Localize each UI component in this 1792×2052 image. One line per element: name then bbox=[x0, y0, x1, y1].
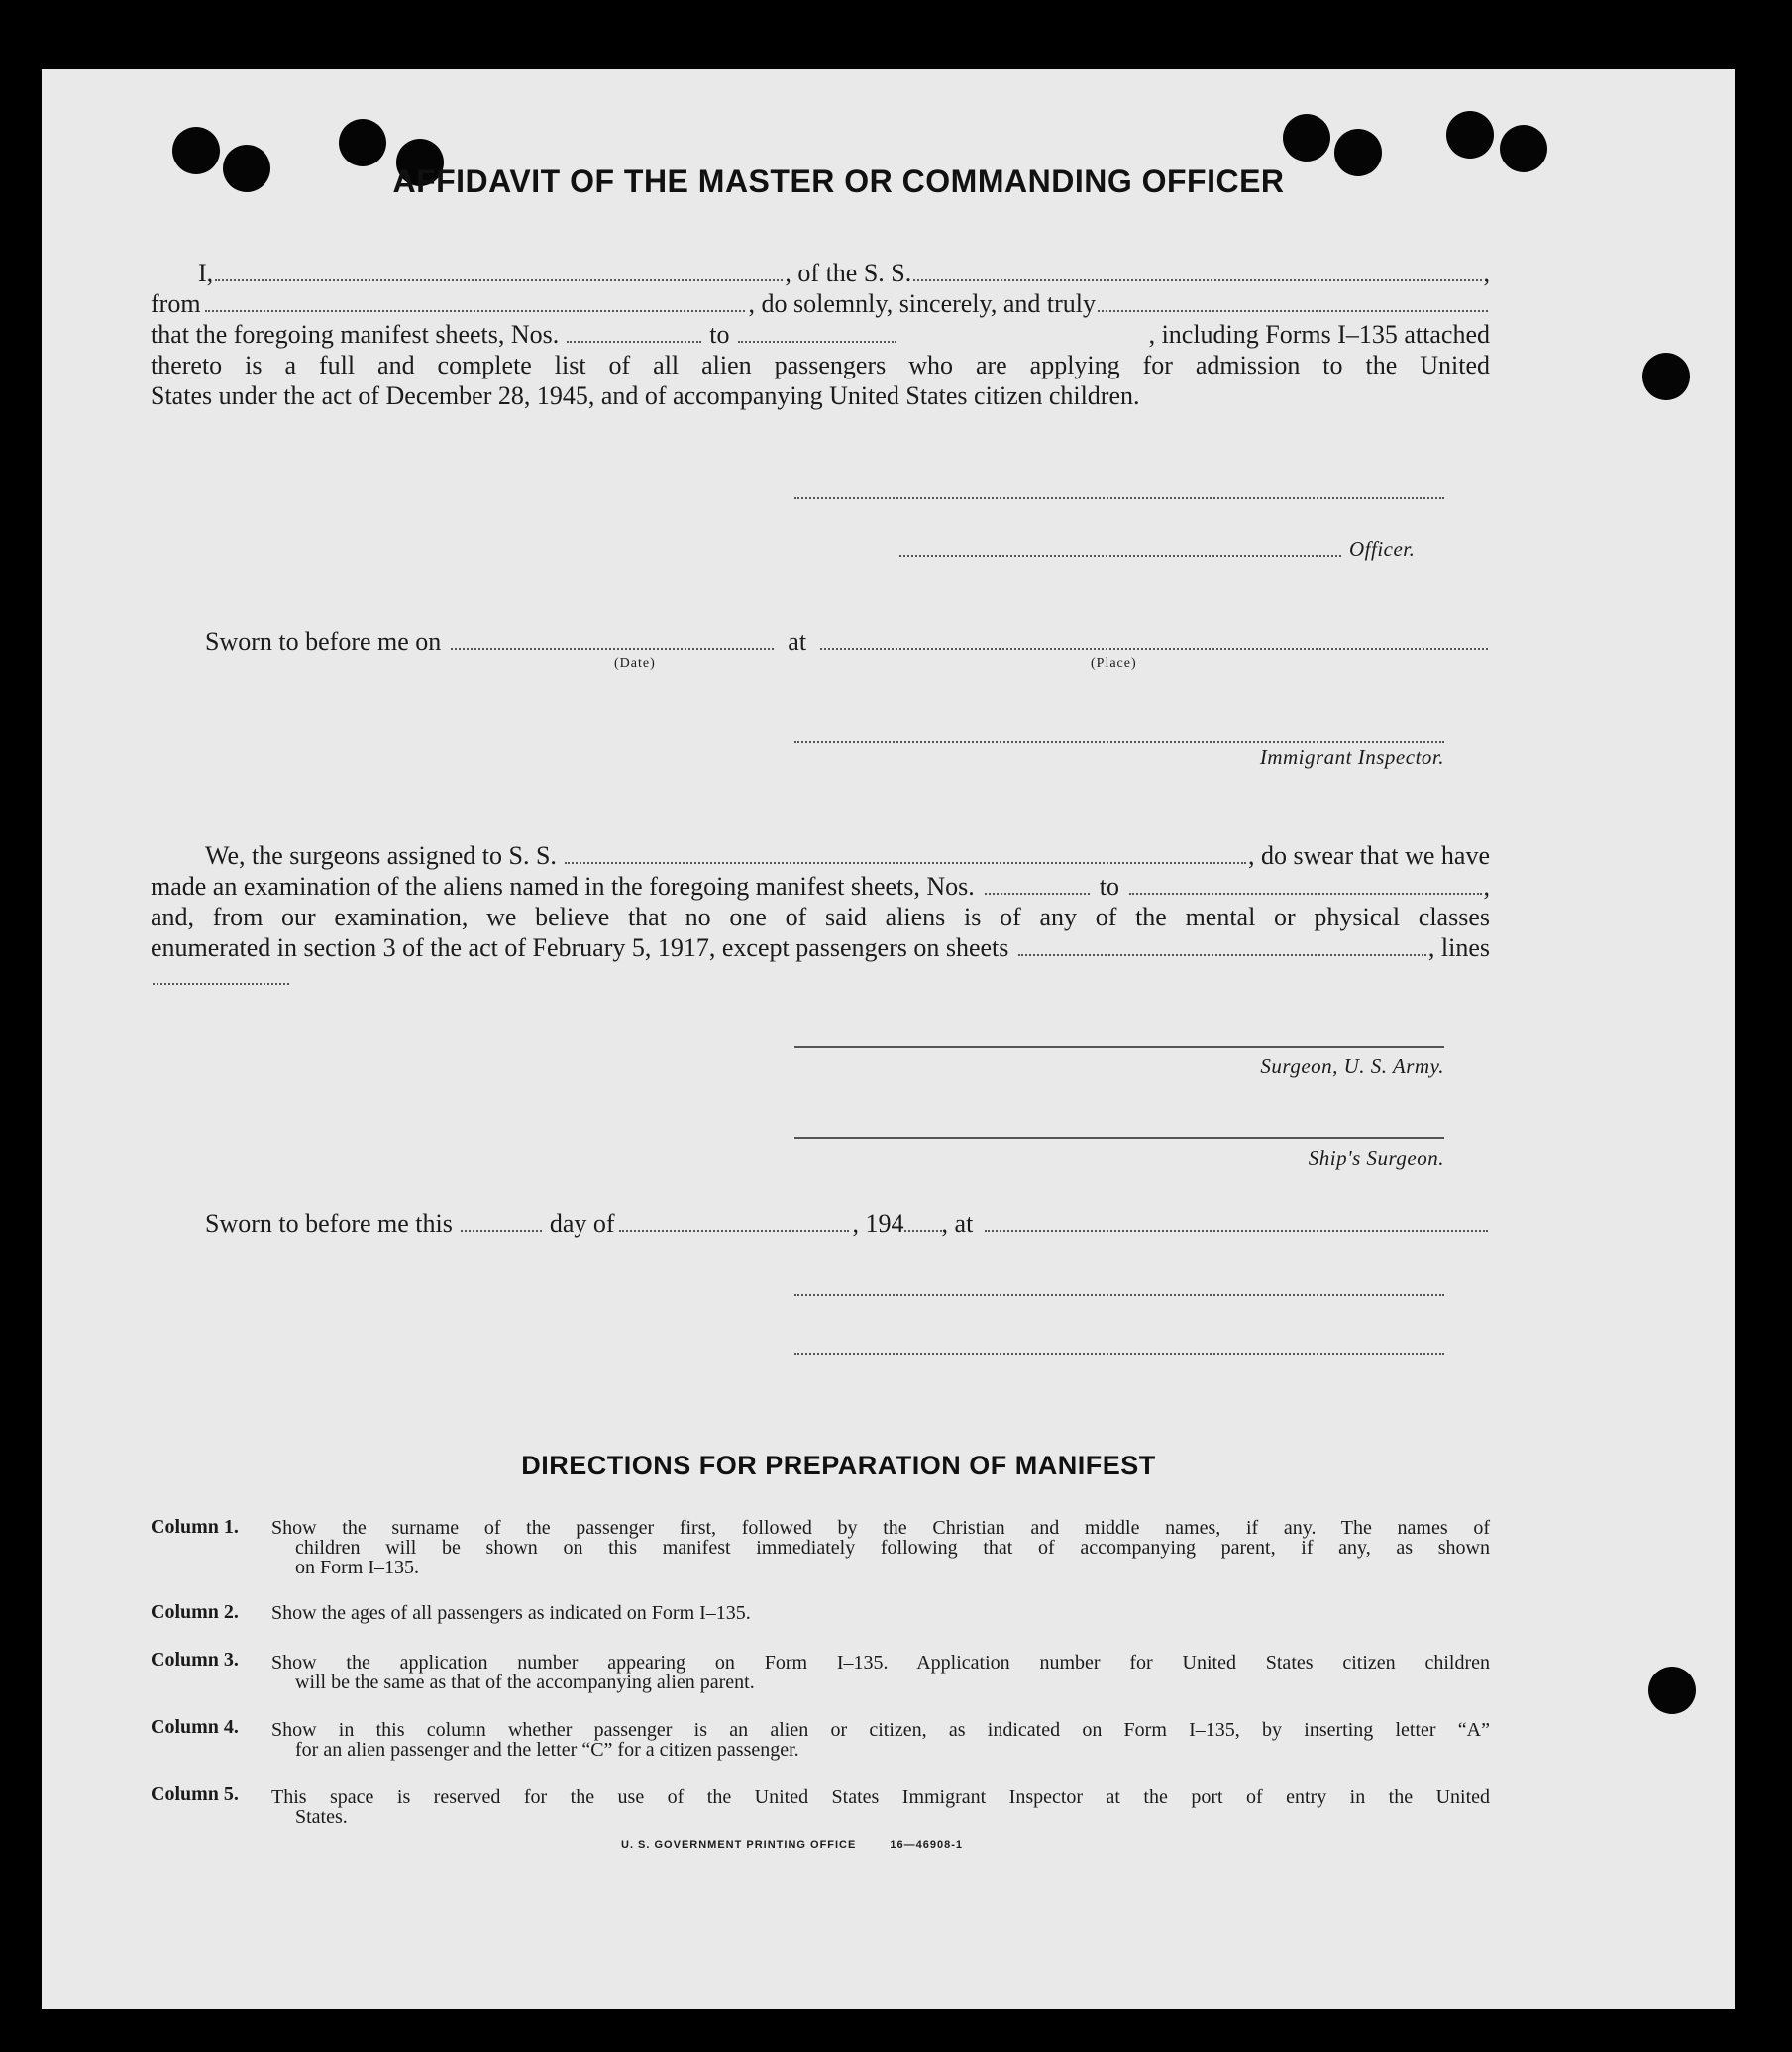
column-2-text bbox=[271, 1603, 1490, 1623]
to-text: to bbox=[709, 320, 730, 349]
sworn2-place-blank[interactable] bbox=[985, 1210, 1488, 1232]
column-4-text bbox=[271, 1720, 1490, 1760]
year-prefix-text: , 194 bbox=[852, 1209, 904, 1238]
master-signature-line[interactable] bbox=[794, 497, 1444, 499]
affidavit-line-2 bbox=[151, 288, 1490, 319]
lines-text: , lines bbox=[1427, 933, 1490, 962]
surgeons-line-1 bbox=[151, 840, 1490, 871]
column-5-label: Column 5. bbox=[151, 1783, 239, 1805]
sworn2-signature-line-1[interactable] bbox=[794, 1294, 1444, 1296]
except-lines-blank[interactable] bbox=[153, 983, 289, 985]
column-4-label: Column 4. bbox=[151, 1716, 239, 1738]
ship-surgeon-signature-line[interactable] bbox=[794, 1137, 1444, 1139]
column-4-line-2: for an alien passenger and the letter “C” for a citizen passenger. bbox=[295, 1739, 799, 1761]
affidavit-line-4: thereto is a full and complete list of all alien passengers who are applying for admission to the United bbox=[151, 351, 1490, 379]
column-2-line-1: Show the ages of all passengers as indicated on Form I–135. bbox=[271, 1602, 751, 1624]
ship-surgeon-label: Ship's Surgeon. bbox=[1308, 1146, 1444, 1170]
foregoing-text: that the foregoing manifest sheets, Nos. bbox=[151, 320, 560, 349]
except-sheets-blank[interactable] bbox=[1018, 934, 1425, 956]
sheet-to-blank[interactable] bbox=[738, 321, 896, 343]
punch-hole bbox=[1642, 353, 1690, 400]
printer-name: U. S. GOVERNMENT PRINTING OFFICE bbox=[621, 1839, 857, 1851]
sworn-date-blank[interactable] bbox=[451, 628, 774, 650]
date-caption: (Date) bbox=[614, 656, 656, 671]
officer-signature-line[interactable] bbox=[899, 555, 1341, 557]
of-ss-text: , of the S. S. bbox=[785, 259, 912, 287]
including-text: , including Forms I–135 attached bbox=[1148, 320, 1490, 349]
to-text: to bbox=[1099, 872, 1119, 901]
column-1-line-3: on Form I–135. bbox=[295, 1557, 419, 1578]
column-3-label: Column 3. bbox=[151, 1649, 239, 1671]
sworn-line-2 bbox=[205, 1208, 1490, 1239]
solemnly-text: , do solemnly, sincerely, and truly bbox=[748, 289, 1096, 318]
column-5-text bbox=[271, 1787, 1490, 1827]
column-1-text bbox=[271, 1518, 1490, 1577]
punch-hole bbox=[1648, 1667, 1696, 1714]
day-blank[interactable] bbox=[461, 1210, 542, 1232]
affidavit-line-5: States under the act of December 28, 1945, and of accompanying United States citizen children. bbox=[151, 381, 1140, 410]
printer-imprint bbox=[621, 1839, 963, 1851]
affidavit-line-1 bbox=[151, 258, 1490, 288]
port-from-blank[interactable] bbox=[205, 290, 745, 312]
day-of-text: day of bbox=[549, 1209, 615, 1238]
column-5-line-2: States. bbox=[295, 1806, 348, 1828]
column-5-line-1: This space is reserved for the use of the United States Immigrant Inspector at the port of entry in the United bbox=[271, 1786, 1490, 1808]
word-i: I, bbox=[198, 259, 214, 287]
sworn2-signature-line-2[interactable] bbox=[794, 1353, 1444, 1355]
column-1-line-1: Show the surname of the passenger first, followed by the Christian and middle names, if any. The names of bbox=[271, 1517, 1490, 1539]
sworn-text: Sworn to before me on bbox=[205, 627, 442, 656]
punch-hole bbox=[1283, 114, 1330, 162]
from-text: from bbox=[151, 289, 201, 318]
column-4-line-1: Show in this column whether passenger is an alien or citizen, as indicated on Form I–135, by inserting letter “A” bbox=[271, 1719, 1490, 1741]
inspector-label: Immigrant Inspector. bbox=[1259, 745, 1444, 769]
at-text: at bbox=[788, 627, 807, 656]
enumerated-text: enumerated in section 3 of the act of February 5, 1917, except passengers on sheets bbox=[151, 933, 1009, 962]
place-caption: (Place) bbox=[1091, 656, 1137, 671]
month-blank[interactable] bbox=[619, 1210, 849, 1232]
made-text: made an examination of the aliens named in the foregoing manifest sheets, Nos. bbox=[151, 872, 975, 901]
directions-title: DIRECTIONS FOR PREPARATION OF MANIFEST bbox=[521, 1451, 1156, 1480]
punch-hole bbox=[339, 119, 386, 166]
column-3-line-2: will be the same as that of the accompanying alien parent. bbox=[295, 1672, 755, 1693]
surgeon-sheet-from-blank[interactable] bbox=[985, 873, 1090, 895]
sheet-from-blank[interactable] bbox=[567, 321, 701, 343]
column-3-text bbox=[271, 1653, 1490, 1692]
column-2-label: Column 2. bbox=[151, 1601, 239, 1623]
comma-text: , bbox=[1483, 259, 1491, 287]
column-3-line-1: Show the application number appearing on Form I–135. Application number for United States citizen children bbox=[271, 1652, 1490, 1674]
form-page bbox=[42, 69, 1735, 2009]
surgeons-line-2 bbox=[151, 871, 1490, 902]
form-title: AFFIDAVIT OF THE MASTER OR COMMANDING OFFICER bbox=[392, 163, 1285, 199]
surgeons-line-4 bbox=[151, 932, 1490, 963]
army-surgeon-signature-line[interactable] bbox=[794, 1046, 1444, 1048]
master-name-blank[interactable] bbox=[215, 260, 783, 281]
sworn-place-blank[interactable] bbox=[820, 628, 1488, 650]
surgeon-sheet-to-blank[interactable] bbox=[1129, 873, 1482, 895]
sworn-line-1 bbox=[205, 626, 1490, 657]
surgeon-ship-blank[interactable] bbox=[565, 842, 1246, 864]
ship-name-blank[interactable] bbox=[913, 260, 1481, 281]
column-1-line-2: children will be shown on this manifest immediately following that of accompanying parent, if any, as shown bbox=[295, 1537, 1490, 1559]
comma-text: , bbox=[1483, 872, 1490, 901]
column-1-label: Column 1. bbox=[151, 1516, 239, 1538]
inspector-signature-line[interactable] bbox=[794, 741, 1444, 743]
we-surgeons-text: We, the surgeons assigned to S. S. bbox=[205, 841, 557, 870]
at-text: , at bbox=[941, 1209, 974, 1238]
army-surgeon-label: Surgeon, U. S. Army. bbox=[1260, 1054, 1444, 1078]
form-number: 16—46908-1 bbox=[890, 1839, 964, 1851]
surgeons-line-3: and, from our examination, we believe that no one of said aliens is of any of the mental or physical classes bbox=[151, 903, 1490, 931]
swear-text: , do swear that we have bbox=[1247, 841, 1490, 870]
punch-hole bbox=[1446, 111, 1494, 159]
sworn-this-text: Sworn to before me this bbox=[205, 1209, 453, 1238]
affidavit-line-3 bbox=[151, 319, 1490, 350]
officer-label: Officer. bbox=[1349, 537, 1416, 561]
swear-blank[interactable] bbox=[1098, 290, 1488, 312]
year-blank[interactable] bbox=[904, 1210, 942, 1232]
